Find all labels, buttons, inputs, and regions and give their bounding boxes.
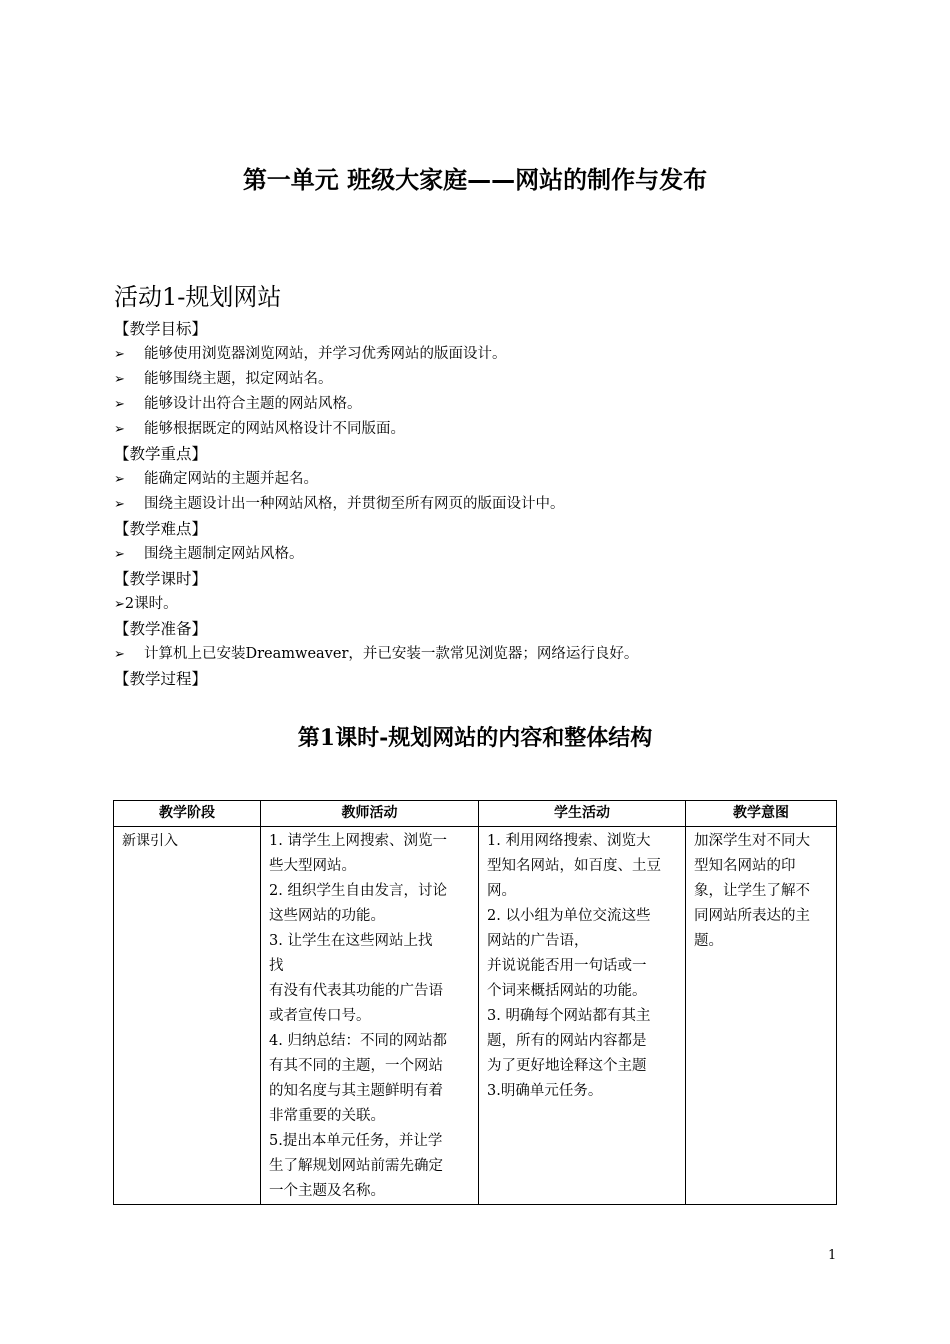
goal-item [114, 367, 834, 392]
lesson-plan-table [113, 800, 837, 1205]
difficulty-heading: 【教学难点】 [114, 520, 208, 538]
intent-cell [686, 827, 837, 1205]
header-intent: 教学意图 [686, 801, 837, 827]
arrow-bullet-icon: ➢ [114, 347, 125, 362]
key-point-text: 围绕主题设计出一种网站风格，并贯彻至所有网页的版面设计中。 [144, 496, 565, 512]
student-line: 1. 利用网络搜索、浏览大 [487, 833, 651, 849]
teacher-line: 5.提出本单元任务，并让学 [269, 1133, 443, 1149]
student-line: 为了更好地诠释这个主题 [487, 1058, 647, 1074]
student-line: 个词来概括网站的功能。 [487, 983, 647, 999]
student-line: 3. 明确每个网站都有其主 [487, 1008, 651, 1024]
intent-line: 象，让学生了解不 [694, 883, 810, 899]
arrow-bullet-icon: ➢ [114, 422, 125, 437]
intent-line: 同网站所表达的主 [694, 908, 810, 924]
intent-line: 型知名网站的印 [694, 858, 796, 874]
key-points-heading: 【教学重点】 [114, 445, 208, 463]
student-line: 题，所有的网站内容都是 [487, 1033, 647, 1049]
arrow-bullet-icon: ➢ [114, 497, 125, 512]
stage-cell [114, 827, 261, 1205]
prep-text: 计算机上已安装Dreamweaver，并已安装一款常见浏览器；网络运行良好。 [144, 646, 639, 662]
header-student: 学生活动 [479, 801, 686, 827]
teacher-cell [261, 827, 479, 1205]
teacher-line: 2. 组织学生自由发言，讨论 [269, 883, 447, 899]
goal-item [114, 417, 834, 442]
key-point-item [114, 492, 834, 517]
teacher-line: 的知名度与其主题鲜明有着 [269, 1083, 443, 1099]
prep-heading: 【教学准备】 [114, 620, 208, 638]
difficulty-item [114, 542, 834, 567]
hours-text: 2课时。 [124, 596, 178, 612]
student-cell [479, 827, 686, 1205]
arrow-bullet-icon: ➢ [114, 372, 125, 387]
goal-text: 能够设计出符合主题的网站风格。 [144, 396, 362, 412]
goal-text: 能够根据既定的网站风格设计不同版面。 [144, 421, 405, 437]
lesson-title: 第1课时-规划网站的内容和整体结构 [297, 725, 653, 751]
table-header-row [114, 801, 837, 827]
arrow-bullet-icon: ➢ [114, 397, 125, 412]
arrow-bullet-icon: ➢ [114, 647, 125, 662]
page-number: 1 [828, 1248, 837, 1263]
teacher-line: 或者宣传口号。 [269, 1008, 371, 1024]
student-line: 网。 [487, 883, 516, 899]
teacher-line: 一个主题及名称。 [269, 1183, 385, 1199]
goals-heading: 【教学目标】 [114, 320, 208, 338]
goal-item [114, 392, 834, 417]
teacher-line: 有没有代表其功能的广告语 [269, 983, 443, 999]
prep-item [114, 642, 834, 667]
arrow-bullet-icon: ➢ [114, 547, 125, 562]
header-stage: 教学阶段 [114, 801, 261, 827]
teacher-line: 非常重要的关联。 [269, 1108, 385, 1124]
key-point-text: 能确定网站的主题并起名。 [144, 471, 318, 487]
hours-item [114, 592, 834, 617]
goal-item [114, 342, 834, 367]
lesson-plan-sections [114, 317, 834, 692]
teacher-line: 找 [269, 958, 284, 974]
teacher-line: 4. 归纳总结：不同的网站都 [269, 1033, 447, 1049]
process-heading: 【教学过程】 [114, 670, 208, 688]
activity-title: 活动1-规划网站 [114, 283, 282, 311]
teacher-line: 1. 请学生上网搜索、浏览一 [269, 833, 447, 849]
unit-title: 第一单元 班级大家庭——网站的制作与发布 [242, 166, 708, 194]
student-line: 2. 以小组为单位交流这些 [487, 908, 651, 924]
student-line: 并说说能否用一句话或一 [487, 958, 647, 974]
hours-heading: 【教学课时】 [114, 570, 208, 588]
intent-line: 题。 [694, 933, 723, 949]
key-point-item [114, 467, 834, 492]
stage-text: 新课引入 [122, 833, 178, 849]
teacher-line: 些大型网站。 [269, 858, 356, 874]
student-line: 型知名网站，如百度、土豆 [487, 858, 661, 874]
goal-text: 能够围绕主题，拟定网站名。 [144, 371, 333, 387]
intent-line: 加深学生对不同大 [694, 833, 810, 849]
arrow-bullet-icon: ➢ [114, 472, 125, 487]
student-line: 网站的广告语， [487, 933, 589, 949]
difficulty-text: 围绕主题制定网站风格。 [144, 546, 304, 562]
teacher-line: 这些网站的功能。 [269, 908, 385, 924]
header-teacher: 教师活动 [261, 801, 479, 827]
arrow-bullet-icon: ➢ [114, 597, 125, 612]
table-row [114, 827, 837, 1205]
goal-text: 能够使用浏览器浏览网站，并学习优秀网站的版面设计。 [144, 346, 507, 362]
teacher-line: 有其不同的主题，一个网站 [269, 1058, 443, 1074]
teacher-line: 3. 让学生在这些网站上找 [269, 933, 433, 949]
teacher-line: 生了解规划网站前需先确定 [269, 1158, 443, 1174]
student-line: 3.明确单元任务。 [487, 1083, 603, 1099]
